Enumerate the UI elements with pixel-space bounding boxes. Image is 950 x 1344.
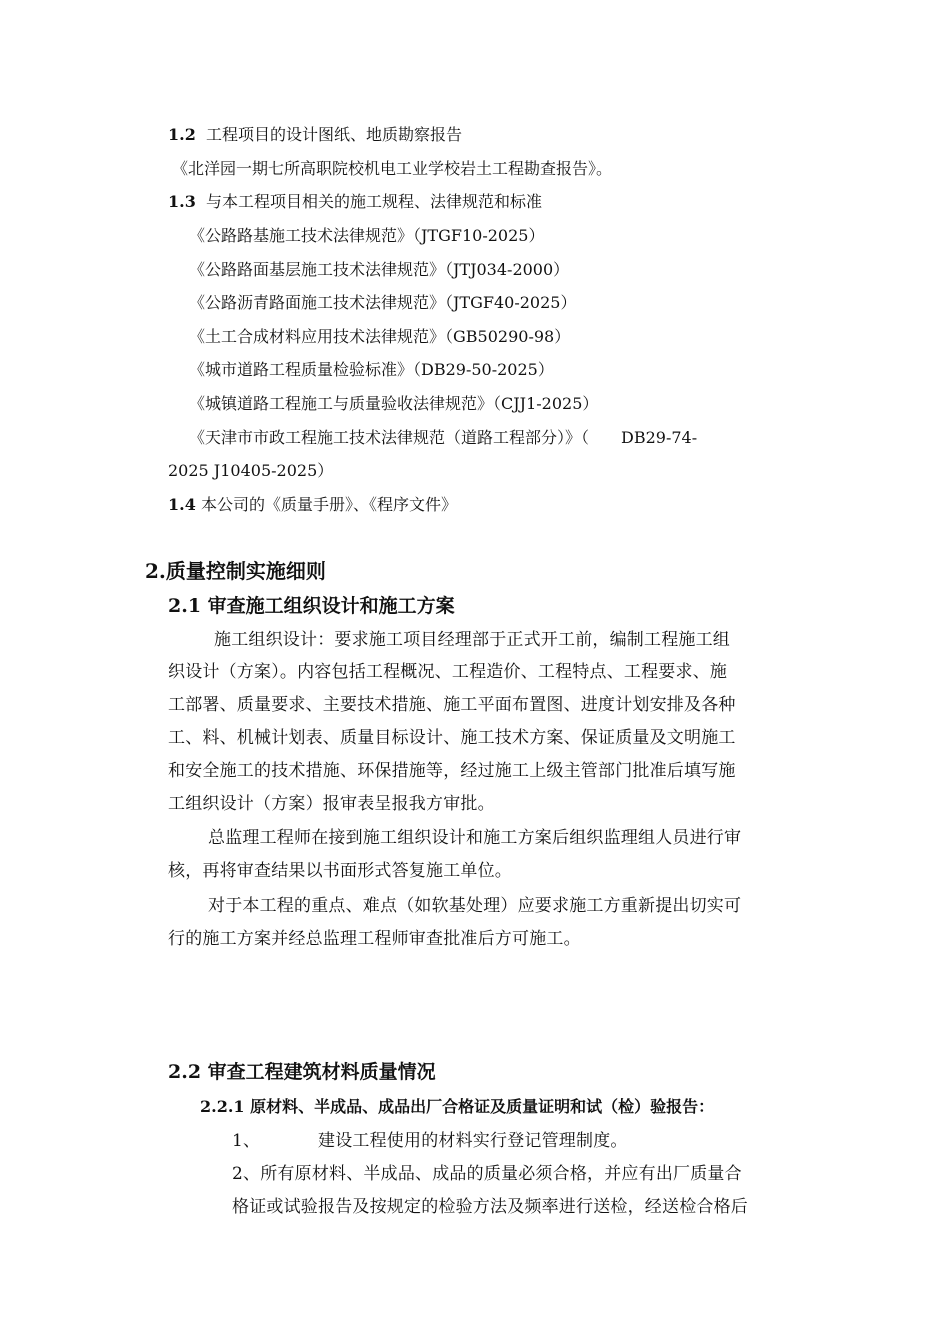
section-2-1-heading: 2.1 审查施工组织设计和施工方案 [168, 595, 455, 617]
list-item-number: 1、 [232, 1131, 261, 1151]
list-item-line: 2、所有原材料、半成品、成品的质量必须合格，并应有出厂质量合 [232, 1164, 742, 1184]
standard-item: 《公路沥青路面施工技术法律规范》（JTGF40-2025） [189, 293, 577, 312]
standard-item: 《公路路面基层施工技术法律规范》（JTJ034-2000） [189, 260, 570, 279]
paragraph-line: 工、料、机械计划表、质量目标设计、施工技术方案、保证质量及文明施工 [168, 728, 736, 748]
section-1-2-heading [168, 124, 462, 146]
section-1-3-heading [168, 191, 542, 213]
section-1-4 [168, 494, 457, 516]
paragraph-line: 核，再将审查结果以书面形式答复施工单位。 [168, 861, 512, 881]
paragraph-line: 总监理工程师在接到施工组织设计和施工方案后组织监理组人员进行审 [208, 828, 742, 848]
paragraph-line: 工部署、质量要求、主要技术措施、施工平面布置图、进度计划安排及各种 [168, 695, 736, 715]
section-number: 1.2 [168, 125, 196, 144]
standard-item: 《城市道路工程质量检验标准》（DB29-50-2025） [189, 360, 554, 379]
list-item-text: 建设工程使用的材料实行登记管理制度。 [318, 1131, 628, 1151]
paragraph-line: 对于本工程的重点、难点（如软基处理）应要求施工方重新提出切实可 [208, 896, 742, 916]
section-number: 1.3 [168, 192, 196, 211]
list-item-line: 格证或试验报告及按规定的检验方法及频率进行送检，经送检合格后 [232, 1197, 748, 1217]
standard-item: 《公路路基施工技术法律规范》（JTGF10-2025） [189, 226, 545, 245]
section-title: 工程项目的设计图纸、地质勘察报告 [206, 125, 463, 144]
paragraph-line: 施工组织设计：要求施工项目经理部于正式开工前，编制工程施工组 [214, 630, 730, 650]
section-2-2-heading: 2.2 审查工程建筑材料质量情况 [168, 1061, 436, 1083]
paragraph-line: 和安全施工的技术措施、环保措施等，经过施工上级主管部门批准后填写施 [168, 761, 736, 781]
survey-report-title: 《北洋园一期七所高职院校机电工业学校岩土工程勘查报告》。 [172, 159, 613, 178]
standard-item: 《城镇道路工程施工与质量验收法律规范》（CJJ1-2025） [189, 394, 599, 413]
section-2-heading: 2.质量控制实施细则 [145, 559, 326, 583]
standard-item: 《土工合成材料应用技术法律规范》（GB50290-98） [189, 327, 571, 346]
paragraph-line: 织设计（方案）。内容包括工程概况、工程造价、工程特点、工程要求、施 [168, 662, 728, 682]
paragraph-line: 行的施工方案并经总监理工程师审查批准后方可施工。 [168, 929, 581, 949]
section-number: 1.4 [168, 495, 196, 514]
standard-item-continued: 2025 J10405-2025） [168, 461, 334, 480]
section-title: 与本工程项目相关的施工规程、法律规范和标准 [206, 192, 543, 211]
paragraph-line: 工组织设计（方案）报审表呈报我方审批。 [168, 794, 495, 814]
section-2-2-1-heading: 2.2.1 原材料、半成品、成品出厂合格证及质量证明和试（检）验报告： [200, 1097, 715, 1116]
standard-item: 《天津市市政工程施工技术法律规范（道路工程部分）》（ DB29-74- [189, 428, 698, 447]
section-text: 本公司的《质量手册》、《程序文件》 [200, 495, 457, 514]
